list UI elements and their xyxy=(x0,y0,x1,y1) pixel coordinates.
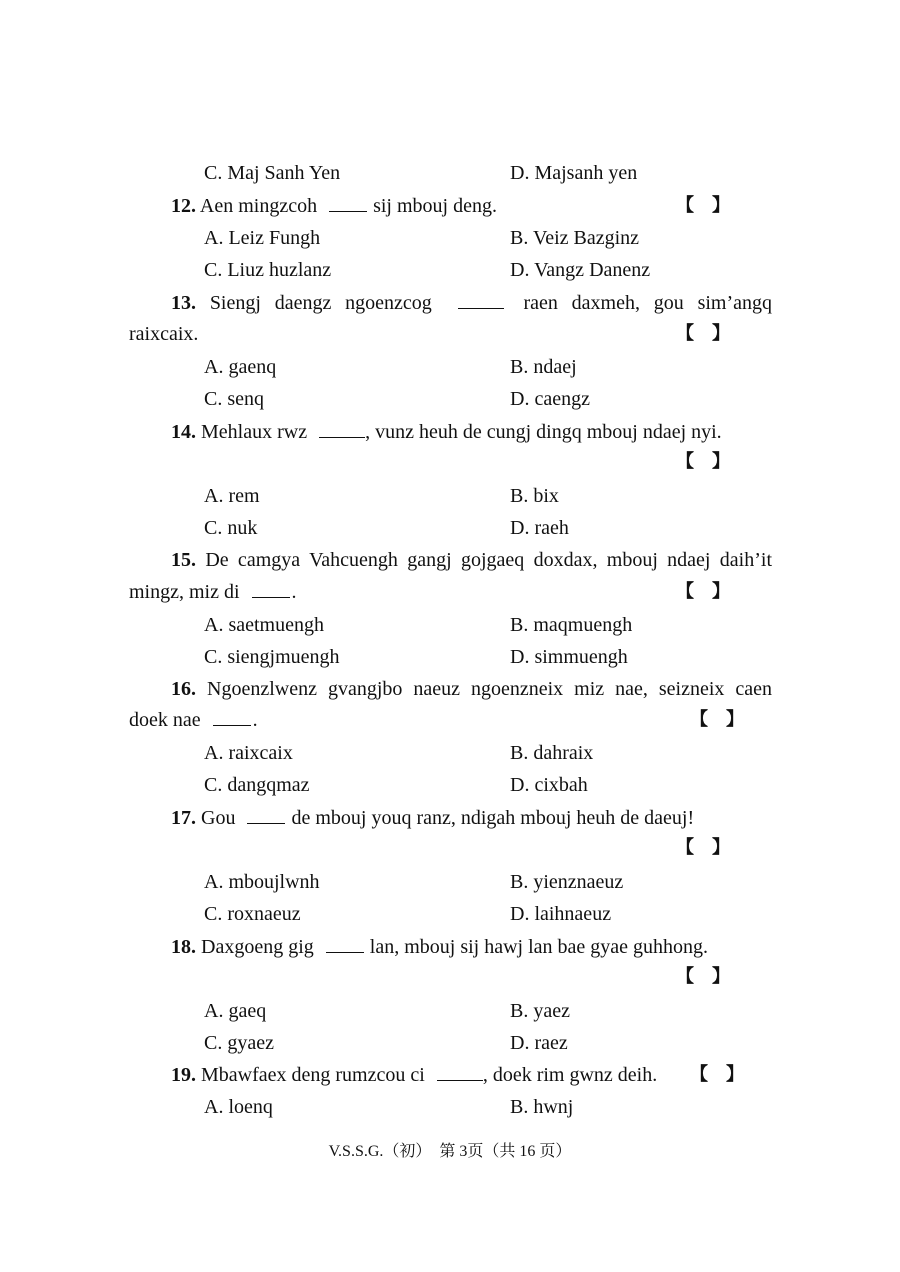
question-text-cont: mingz, miz di xyxy=(129,581,240,603)
question-text-end: . xyxy=(252,709,258,731)
question-text-cont: raixcaix. xyxy=(129,323,199,345)
question-number: 17. xyxy=(171,807,196,829)
question-text-before: Ngoenzlwenz gvangjbo naeuz ngoenzneix miz nae, seizneix caen xyxy=(207,678,773,700)
q19-options-row-ab xyxy=(0,1094,900,1120)
question-number: 18. xyxy=(171,936,196,958)
q14-options-row-ab xyxy=(0,483,900,509)
q15-options-row-cd xyxy=(0,644,900,670)
option-c: C. senq xyxy=(204,388,264,410)
question-text-after: raen daxmeh, gou sim’angq xyxy=(523,292,773,314)
answer-bracket: 【 】 xyxy=(676,323,730,344)
question-text-after: , doek rim gwnz deih. xyxy=(482,1064,658,1086)
option-d: D. raeh xyxy=(510,517,569,539)
q17-options-row-ab xyxy=(0,869,900,895)
question-number: 15. xyxy=(171,549,196,571)
option-b: B. bix xyxy=(510,485,559,507)
q12-options-row-cd xyxy=(0,257,900,283)
question-17 xyxy=(0,805,900,831)
q11-options-row-cd xyxy=(0,160,900,186)
question-text-before: Mehlaux rwz xyxy=(201,421,308,443)
q17-options-row-cd xyxy=(0,901,900,927)
option-c: C. roxnaeuz xyxy=(204,903,301,925)
option-c: C. gyaez xyxy=(204,1032,274,1054)
question-text-cont: doek nae xyxy=(129,709,201,731)
option-d: D. raez xyxy=(510,1032,568,1054)
question-text-after: sij mbouj deng. xyxy=(373,195,497,217)
q13-options-row-cd xyxy=(0,386,900,412)
option-c: C. nuk xyxy=(204,517,258,539)
answer-blank xyxy=(247,805,285,824)
question-16-cont xyxy=(0,707,900,733)
question-number: 19. xyxy=(171,1064,196,1086)
question-13-cont xyxy=(0,321,900,347)
question-text-after: de mbouj youq ranz, ndigah mbouj heuh de daeuj! xyxy=(291,807,695,829)
option-a: A. Leiz Fungh xyxy=(204,227,321,249)
question-text-before: Daxgoeng gig xyxy=(201,936,314,958)
answer-blank xyxy=(319,419,365,438)
q12-options-row-ab xyxy=(0,225,900,251)
answer-bracket: 【 】 xyxy=(676,966,730,987)
question-17-bracket-line xyxy=(0,835,900,861)
answer-bracket: 【 】 xyxy=(676,837,730,858)
question-text-after: , vunz heuh de cungj dingq mbouj ndaej nyi. xyxy=(365,421,722,443)
q16-options-row-cd xyxy=(0,772,900,798)
question-16 xyxy=(0,676,900,702)
q16-options-row-ab xyxy=(0,740,900,766)
option-b: B. hwnj xyxy=(510,1096,574,1118)
question-text-before: Siengj daengz ngoenzcog xyxy=(209,292,432,314)
option-b: B. Veiz Bazginz xyxy=(510,227,640,249)
question-text-before: Aen mingzcoh xyxy=(199,195,318,217)
option-a: A. gaeq xyxy=(204,1000,267,1022)
option-b: B. maqmuengh xyxy=(510,614,633,636)
answer-bracket: 【 】 xyxy=(676,581,730,602)
question-text-before: Gou xyxy=(201,807,236,829)
question-14 xyxy=(0,419,900,445)
option-b: B. yaez xyxy=(510,1000,570,1022)
question-18-bracket-line xyxy=(0,964,900,990)
option-d: D. Vangz Danenz xyxy=(510,259,651,281)
option-d: D. caengz xyxy=(510,388,590,410)
answer-bracket: 【 】 xyxy=(690,709,744,730)
question-number: 12. xyxy=(171,195,196,217)
answer-bracket: 【 】 xyxy=(690,1064,744,1085)
question-18 xyxy=(0,934,900,960)
question-number: 14. xyxy=(171,421,196,443)
answer-blank xyxy=(213,707,251,726)
q18-options-row-ab xyxy=(0,998,900,1024)
question-text-before: Mbawfaex deng rumzcou ci xyxy=(201,1064,425,1086)
option-b: B. ndaej xyxy=(510,356,577,378)
answer-blank xyxy=(437,1062,483,1081)
question-15 xyxy=(0,547,900,573)
q11-option-d: D. Majsanh yen xyxy=(510,162,638,184)
option-d: D. cixbah xyxy=(510,774,588,796)
option-a: A. rem xyxy=(204,485,260,507)
option-c: C. siengjmuengh xyxy=(204,646,340,668)
option-d: D. laihnaeuz xyxy=(510,903,612,925)
question-text-after: lan, mbouj sij hawj lan bae gyae guhhong. xyxy=(369,936,709,958)
question-number: 13. xyxy=(171,292,196,314)
question-19 xyxy=(0,1062,900,1088)
answer-bracket: 【 】 xyxy=(676,451,730,472)
option-d: D. simmuengh xyxy=(510,646,628,668)
q11-option-c: C. Maj Sanh Yen xyxy=(204,162,341,184)
answer-blank xyxy=(252,579,290,598)
option-a: A. raixcaix xyxy=(204,742,293,764)
option-a: A. loenq xyxy=(204,1096,273,1118)
option-b: B. dahraix xyxy=(510,742,594,764)
answer-blank xyxy=(329,193,367,212)
q14-options-row-cd xyxy=(0,515,900,541)
option-c: C. Liuz huzlanz xyxy=(204,259,332,281)
answer-blank xyxy=(458,290,504,309)
q18-options-row-cd xyxy=(0,1030,900,1056)
question-13 xyxy=(0,290,900,316)
option-a: A. gaenq xyxy=(204,356,277,378)
option-c: C. dangqmaz xyxy=(204,774,310,796)
option-b: B. yienznaeuz xyxy=(510,871,624,893)
question-12 xyxy=(0,193,900,219)
question-15-cont xyxy=(0,579,900,605)
question-text-end: . xyxy=(291,581,297,603)
q13-options-row-ab xyxy=(0,354,900,380)
answer-bracket: 【 】 xyxy=(676,195,730,216)
option-a: A. mboujlwnh xyxy=(204,871,320,893)
page-footer: V.S.S.G.（初） 第 3页（共 16 页） xyxy=(328,1143,572,1160)
question-14-bracket-line xyxy=(0,449,900,475)
answer-blank xyxy=(326,934,364,953)
question-text-before: De camgya Vahcuengh gangj gojgaeq doxdax, mbouj ndaej daih’it xyxy=(205,549,772,571)
option-a: A. saetmuengh xyxy=(204,614,324,636)
q15-options-row-ab xyxy=(0,612,900,638)
question-number: 16. xyxy=(171,678,196,700)
